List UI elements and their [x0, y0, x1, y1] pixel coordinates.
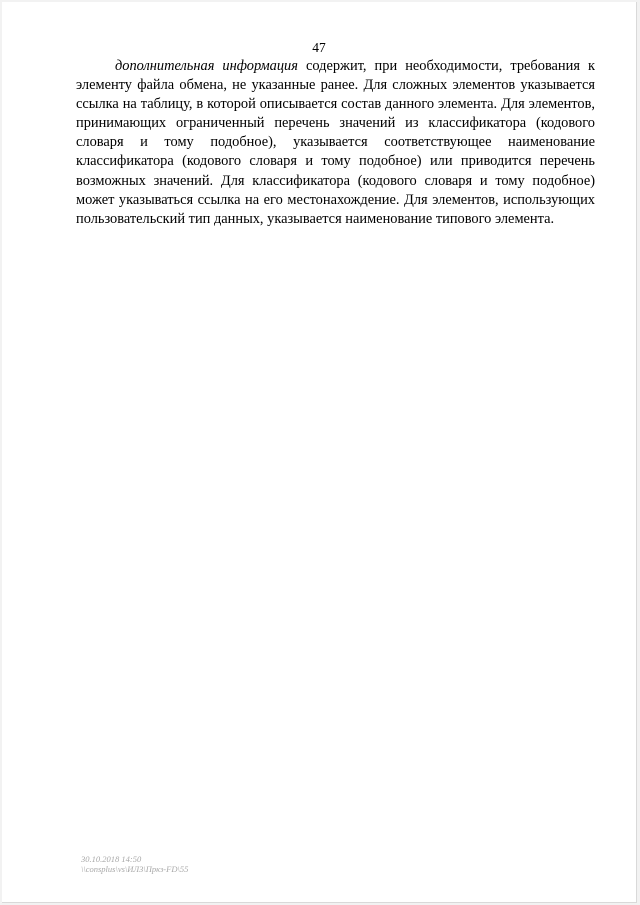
footer-timestamp: 30.10.2018 14:50	[81, 854, 142, 864]
body-paragraph	[76, 57, 595, 229]
paragraph-text: содержит, при необходимости, требования к элементу файла обмена, не указанные ранее. Для сложных элементов указывается ссылка на таблицу, в которой описывается состав данного элемента. Для элементов, принимающих ограниченный перечень значений из классификатора (кодового словаря и тому подобное), указывается соответствующее наименование классификатора (кодового словаря и тому подобное) или приводится перечень возможных значений. Для классификатора (кодового словаря и тому подобное) может указываться ссылка на его местонахождение. Для элементов, использующих пользовательский тип данных, указывается наименование типового элемента.	[76, 58, 595, 227]
page-number: 47	[312, 40, 326, 55]
defined-term: дополнительная информация	[115, 58, 298, 74]
document-page	[2, 2, 637, 903]
footer-stamp	[81, 855, 188, 874]
footer-file-path: \\consplus\vs\ИЛЗ\Пркз-FD\55	[81, 863, 189, 874]
